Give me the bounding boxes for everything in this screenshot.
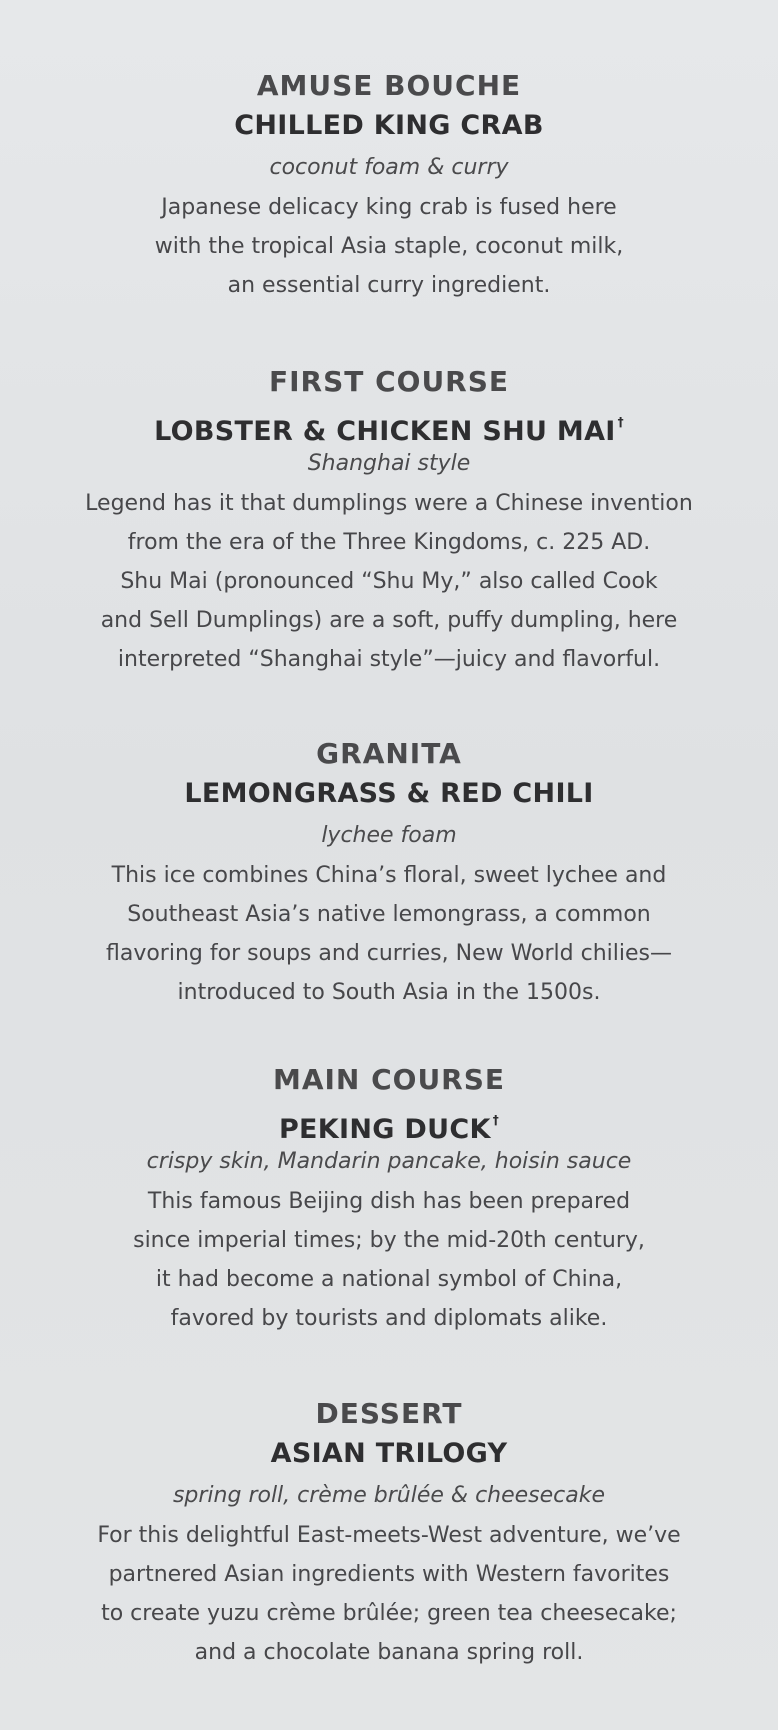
description-line: Southeast Asia’s native lemongrass, a common — [127, 902, 651, 927]
description-line: Shu Mai (pronounced “Shu My,” also called Cook — [120, 569, 658, 594]
dish-name-text: PEKING DUCK — [278, 1114, 491, 1145]
course-dessert — [0, 1396, 778, 1672]
description-line: flavoring for soups and curries, New World chilies— — [105, 941, 673, 966]
course-main-course — [0, 1062, 778, 1338]
dagger-mark: † — [617, 415, 624, 429]
dish-accompaniment: coconut foam & curry — [269, 155, 509, 180]
description-line: This famous Beijing dish has been prepared — [147, 1189, 631, 1214]
course-first-course — [0, 364, 778, 679]
dish-name — [0, 1098, 778, 1145]
description-line: an essential curry ingredient. — [227, 273, 551, 298]
dish-name — [0, 104, 778, 148]
dish-name — [0, 400, 778, 447]
dish-description — [0, 1516, 778, 1672]
description-line: from the era of the Three Kingdoms, c. 225 AD. — [127, 530, 651, 555]
dish-name-text: LOBSTER & CHICKEN SHU MAI — [154, 416, 616, 447]
dish-name — [0, 772, 778, 816]
description-line: since imperial times; by the mid-20th century, — [133, 1228, 645, 1253]
description-line: and Sell Dumplings) are a soft, puffy dumpling, here — [100, 608, 678, 633]
course-category: AMUSE BOUCHE — [256, 69, 522, 102]
dish-name-text: CHILLED KING CRAB — [234, 110, 544, 141]
description-line: partnered Asian ingredients with Western favorites — [108, 1562, 670, 1587]
dish-name — [0, 1432, 778, 1476]
course-granita — [0, 736, 778, 1012]
description-line: Legend has it that dumplings were a Chinese invention — [85, 491, 693, 516]
dish-description — [0, 1182, 778, 1338]
description-line: This ice combines China’s floral, sweet lychee and — [111, 863, 667, 888]
description-line: with the tropical Asia staple, coconut milk, — [154, 234, 624, 259]
dish-name-text: ASIAN TRILOGY — [270, 1438, 508, 1469]
description-line: interpreted “Shanghai style”—juicy and flavorful. — [117, 647, 661, 672]
description-line: introduced to South Asia in the 1500s. — [177, 980, 601, 1005]
dish-description — [0, 188, 778, 305]
dish-accompaniment: lychee foam — [321, 823, 457, 848]
description-line: to create yuzu crème brûlée; green tea cheesecake; — [101, 1601, 677, 1626]
description-line: Japanese delicacy king crab is fused here — [161, 195, 617, 220]
dagger-mark: † — [492, 1113, 500, 1127]
course-category: DESSERT — [315, 1397, 463, 1430]
description-line: For this delightful East-meets-West adventure, we’ve — [97, 1523, 681, 1548]
course-category: MAIN COURSE — [272, 1063, 506, 1096]
dish-description — [0, 856, 778, 1012]
dish-name-text: LEMONGRASS & RED CHILI — [184, 778, 594, 809]
course-category: FIRST COURSE — [268, 365, 510, 398]
dish-accompaniment: Shanghai style — [307, 451, 471, 476]
description-line: it had become a national symbol of China, — [155, 1267, 623, 1292]
dish-description — [0, 484, 778, 679]
dish-accompaniment: crispy skin, Mandarin pancake, hoisin sauce — [146, 1149, 632, 1174]
course-category: GRANITA — [316, 737, 462, 770]
description-line: favored by tourists and diplomats alike. — [170, 1306, 608, 1331]
dish-accompaniment: spring roll, crème brûlée & cheesecake — [172, 1483, 606, 1508]
description-line: and a chocolate banana spring roll. — [194, 1640, 584, 1665]
course-amuse-bouche — [0, 68, 778, 305]
